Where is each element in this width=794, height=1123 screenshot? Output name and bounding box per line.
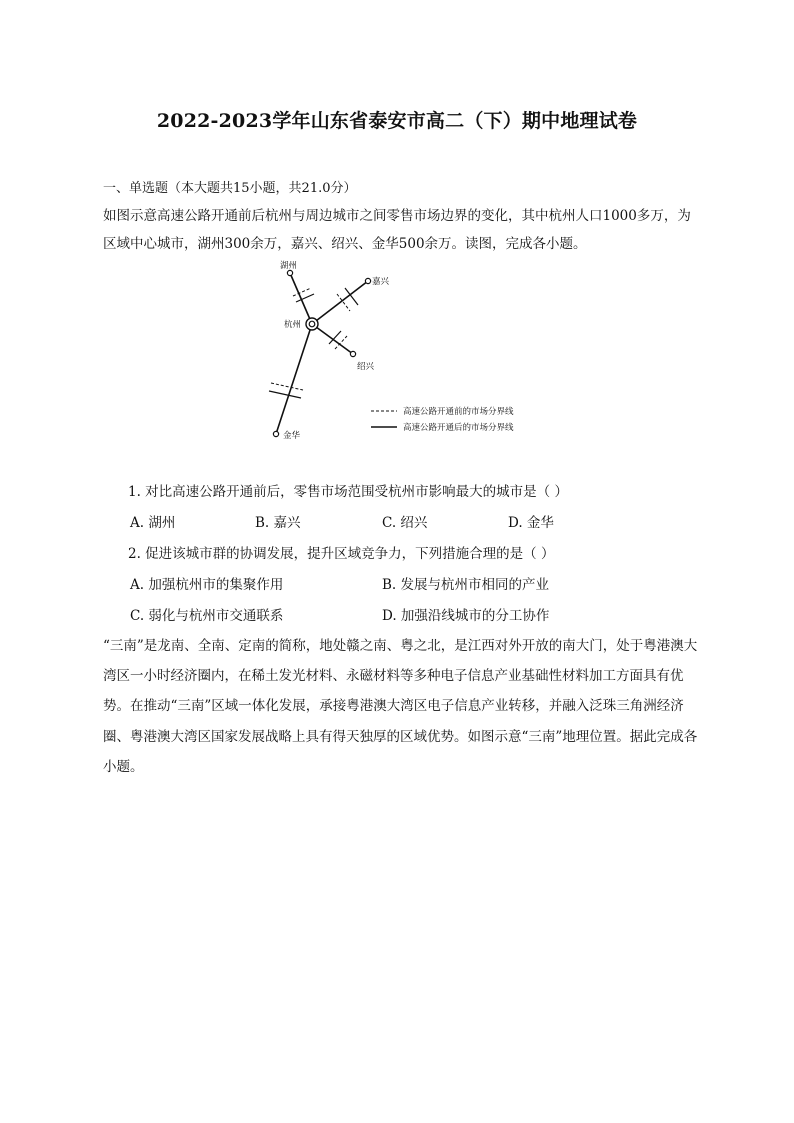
q1-option-b: B. 嘉兴 (255, 515, 301, 531)
label-jiaxing: 嘉兴 (372, 277, 390, 287)
q2-option-b: B. 发展与杭州市相同的产业 (382, 577, 550, 593)
boundary-before-huzhou (293, 288, 311, 296)
legend-before-label: 高速公路开通前的市场分界线 (403, 407, 514, 417)
section-header: 一、单选题（本大题共15小题，共21.0分） (103, 181, 357, 196)
road-jinhua (276, 324, 312, 434)
shaoxing-marker (350, 351, 355, 356)
market-boundary-map (255, 256, 545, 446)
label-huzhou: 湖州 (280, 261, 298, 271)
road-jiaxing (312, 281, 368, 324)
q1-option-c: C. 绍兴 (382, 515, 428, 531)
map-svg (255, 256, 545, 446)
huzhou-marker (287, 270, 292, 275)
boundary-after-jinhua (269, 391, 301, 398)
q1-option-d: D. 金华 (508, 515, 554, 531)
page-title: 2022-2023学年山东省泰安市高二（下）期中地理试卷 (156, 110, 638, 132)
q2-option-d: D. 加强沿线城市的分工协作 (382, 608, 550, 624)
legend-after-label: 高速公路开通后的市场分界线 (403, 423, 514, 433)
intro-paragraph-2: “三南”是龙南、全南、定南的简称，地处赣之南、粤之北，是江西对外开放的南大门，处于粤港澳大湾区一小时经济圈内，在稀土发光材料、永磁材料等多种电子信息产业基础性材料加工方面具有优势。在推动“三南”区域一体化发展，承接粤港澳大湾区电子信息产业转移，并融入泛珠三角洲经济圈、粤港澳大湾区国家发展战略上具有得天独厚的区域优势。如图示意“三南”地理位置。据此完成各小题。 (103, 638, 698, 775)
jinhua-marker (273, 431, 278, 436)
q2-option-c: C. 弱化与杭州市交通联系 (130, 608, 284, 624)
intro-paragraph-1: 如图示意高速公路开通前后杭州与周边城市之间零售市场边界的变化，其中杭州人口1000多万，为区域中心城市，湖州300余万，嘉兴、绍兴、金华500余万。读图，完成各小题。 (103, 208, 691, 252)
jiaxing-marker (365, 278, 370, 283)
label-shaoxing: 绍兴 (357, 362, 375, 372)
question-1-stem: 1. 对比高速公路开通前后，零售市场范围受杭州市影响最大的城市是（ ） (128, 484, 568, 500)
label-hangzhou: 杭州 (284, 320, 302, 330)
q2-option-a: A. 加强杭州市的集聚作用 (130, 577, 284, 593)
boundary-after-huzhou (296, 294, 314, 302)
question-2-stem: 2. 促进该城市群的协调发展，提升区域竞争力，下列措施合理的是（ ） (128, 546, 555, 562)
road-huzhou (290, 273, 312, 324)
hangzhou-marker-inner (309, 321, 315, 327)
q1-option-a: A. 湖州 (130, 515, 176, 531)
label-jinhua: 金华 (283, 431, 301, 441)
road-shaoxing (312, 324, 353, 354)
boundary-before-jinhua (271, 383, 303, 390)
